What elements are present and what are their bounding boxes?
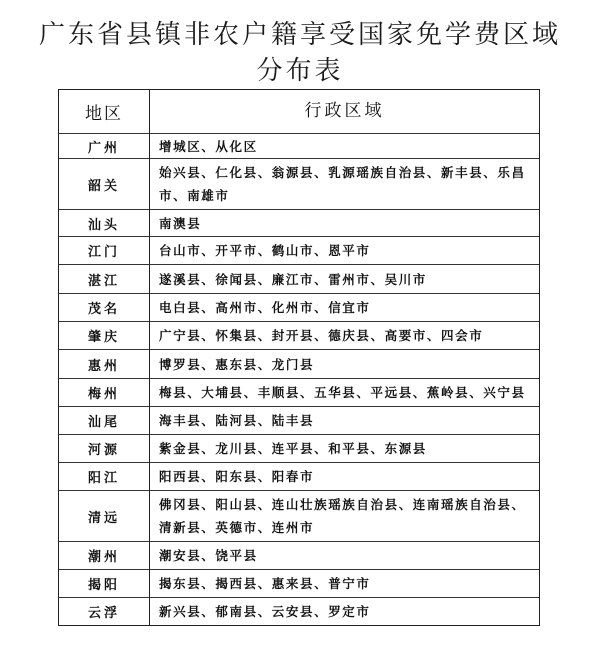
table-row xyxy=(59,321,539,349)
region-distribution-table xyxy=(58,89,540,626)
table-row xyxy=(59,541,539,569)
table-row xyxy=(59,293,539,321)
table-row xyxy=(59,462,539,490)
areas-cell: 始兴县、仁化县、翁源县、乳源瑶族自治县、新丰县、乐昌市、南雄市 xyxy=(159,165,526,203)
region-cell: 汕头 xyxy=(59,210,150,236)
region-cell: 清远 xyxy=(59,491,150,541)
header-areas: 行政区域 xyxy=(304,101,385,121)
table-row xyxy=(59,569,539,597)
table-row xyxy=(59,434,539,462)
areas-cell: 海丰县、陆河县、陆丰县 xyxy=(159,413,315,428)
areas-cell: 遂溪县、徐闻县、廉江市、雷州市、吴川市 xyxy=(159,271,427,287)
region-cell: 茂名 xyxy=(59,294,150,321)
region-cell: 阳江 xyxy=(59,463,150,490)
table-row xyxy=(59,406,539,434)
table-row xyxy=(59,490,539,541)
region-cell: 湛江 xyxy=(59,265,150,293)
table-header-row xyxy=(59,90,539,133)
document-title-line-2: 分布表 xyxy=(256,56,344,86)
areas-cell: 电白县、高州市、化州市、信宜市 xyxy=(159,300,371,315)
areas-cell: 梅县、大埔县、丰顺县、五华县、平远县、蕉岭县、兴宁县 xyxy=(159,385,526,400)
table-row xyxy=(59,349,539,378)
table-row xyxy=(59,264,539,293)
region-cell: 揭阳 xyxy=(59,570,150,597)
region-cell: 广州 xyxy=(59,134,150,158)
region-cell: 惠州 xyxy=(59,350,150,378)
region-cell: 云浮 xyxy=(59,598,150,625)
table-row xyxy=(59,209,539,236)
region-cell: 肇庆 xyxy=(59,322,150,349)
region-cell: 河源 xyxy=(59,435,150,462)
table-row xyxy=(59,597,539,625)
areas-cell: 台山市、开平市、鹤山市、恩平市 xyxy=(159,243,371,258)
areas-cell: 南澳县 xyxy=(159,215,202,231)
document-title-line-1: 广东省县镇非农户籍享受国家免学费区域 xyxy=(38,20,561,50)
table-row xyxy=(59,133,539,158)
region-cell: 梅州 xyxy=(59,379,150,406)
region-cell: 江门 xyxy=(59,237,150,264)
areas-cell: 新兴县、郁南县、云安县、罗定市 xyxy=(159,604,371,619)
table-row xyxy=(59,236,539,264)
header-region: 地区 xyxy=(59,90,150,133)
areas-cell: 博罗县、惠东县、龙门县 xyxy=(159,356,315,372)
region-cell: 汕尾 xyxy=(59,407,150,434)
table-row xyxy=(59,378,539,406)
region-cell: 韶关 xyxy=(59,159,150,209)
areas-cell: 佛冈县、阳山县、连山壮族瑶族自治县、连南瑶族自治县、清新县、英德市、连州市 xyxy=(159,497,526,535)
areas-cell: 揭东县、揭西县、惠来县、普宁市 xyxy=(159,576,371,591)
areas-cell: 广宁县、怀集县、封开县、德庆县、高要市、四会市 xyxy=(159,328,484,343)
areas-cell: 阳西县、阳东县、阳春市 xyxy=(159,469,315,484)
region-cell: 潮州 xyxy=(59,542,150,569)
areas-cell: 潮安县、饶平县 xyxy=(159,548,258,563)
table-row xyxy=(59,158,539,209)
areas-cell: 紫金县、龙川县、连平县、和平县、东源县 xyxy=(159,441,427,456)
areas-cell: 增城区、从化区 xyxy=(159,138,258,154)
